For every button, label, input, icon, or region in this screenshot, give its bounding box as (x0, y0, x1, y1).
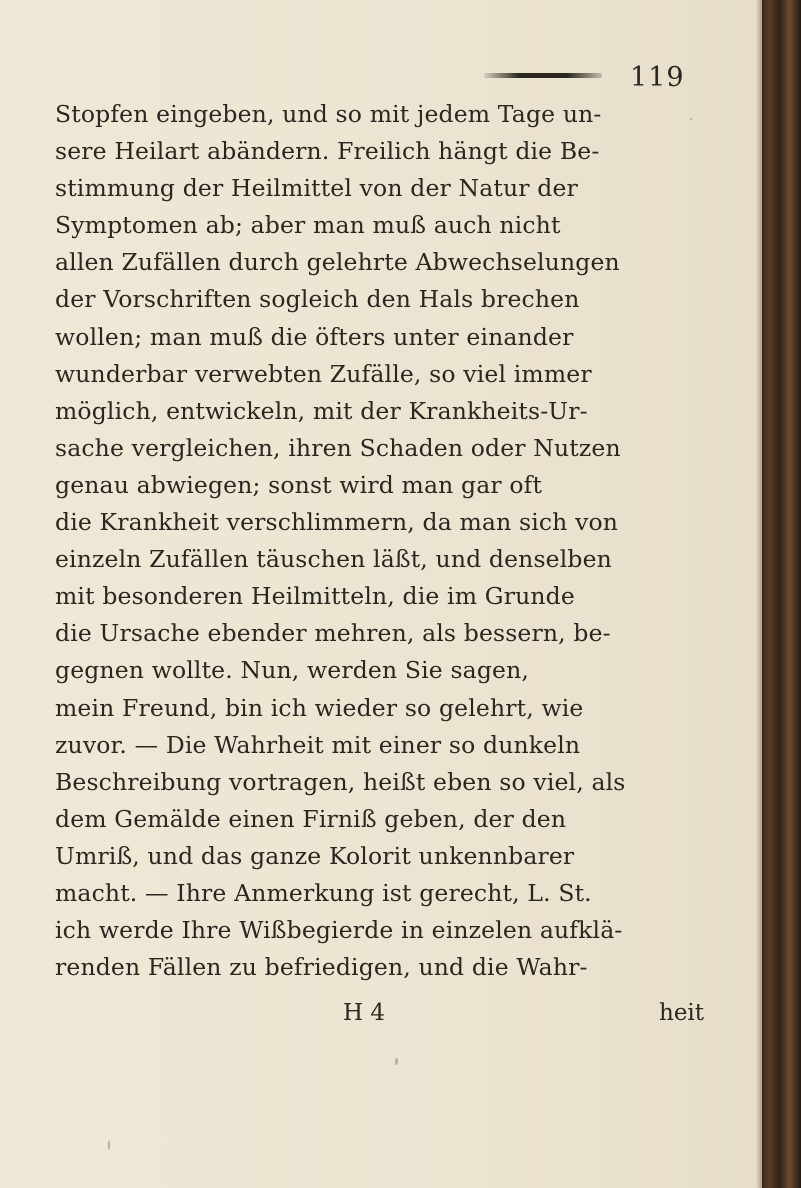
text-line: Umriß, und das ganze Kolorit unkennbarer (55, 841, 575, 870)
text-line: Beschreibung vortragen, heißt eben so viel, als (55, 767, 626, 796)
page-number: 119 (630, 62, 685, 93)
text-line: zuvor. — Die Wahrheit mit einer so dunkeln (55, 730, 581, 759)
text-line: sache vergleichen, ihren Schaden oder Nutzen (55, 433, 621, 462)
text-line: der Vorschriften sogleich den Hals brechen (55, 285, 580, 314)
text-line: stimmung der Heilmittel von der Natur der (55, 174, 578, 203)
text-line: mein Freund, bin ich wieder so gelehrt, wie (55, 693, 584, 722)
text-line: genau abwiegen; sonst wird man gar oft (55, 470, 543, 499)
text-line: wollen; man muß die öfters unter einander (55, 322, 574, 351)
text-line: die Krankheit verschlimmern, da man sich von (55, 508, 619, 537)
text-line: sere Heilart abändern. Freilich hängt die Be- (55, 137, 600, 166)
text-line: wunderbar verwebten Zufälle, so viel immer (55, 359, 592, 388)
paper-speck (690, 118, 692, 120)
text-line: Stopfen eingeben, und so mit jedem Tage un- (55, 100, 602, 128)
text-line: dem Gemälde einen Firniß geben, der den (55, 804, 567, 833)
text-line: macht. — Ihre Anmerkung ist gerecht, L. St. (55, 878, 592, 907)
text-line: gegnen wollte. Nun, werden Sie sagen, (55, 656, 529, 685)
text-line: ich werde Ihre Wißbegierde in einzelen aufklä- (55, 916, 623, 945)
text-line: renden Fällen zu befriedigen, und die Wahr- (55, 953, 588, 982)
catchword: heit (659, 1000, 705, 1026)
paper-speck (108, 1140, 110, 1150)
text-line: die Ursache ebender mehren, als bessern, be- (55, 619, 611, 648)
header-rule (484, 73, 602, 78)
body-text (55, 96, 755, 986)
signature-mark: H 4 (343, 1000, 386, 1026)
book-binding (762, 0, 801, 1188)
text-line: mit besonderen Heilmitteln, die im Grunde (55, 582, 575, 611)
text-line: allen Zufällen durch gelehrte Abwechselungen (55, 248, 620, 277)
text-line: Symptomen ab; aber man muß auch nicht (55, 211, 561, 240)
binding-shadow (756, 0, 762, 1188)
paper-speck (395, 1058, 398, 1065)
text-line: einzeln Zufällen täuschen läßt, und denselben (55, 545, 612, 574)
page-footer (0, 1000, 762, 1040)
text-line: möglich, entwickeln, mit der Krankheits-Ur- (55, 396, 588, 425)
